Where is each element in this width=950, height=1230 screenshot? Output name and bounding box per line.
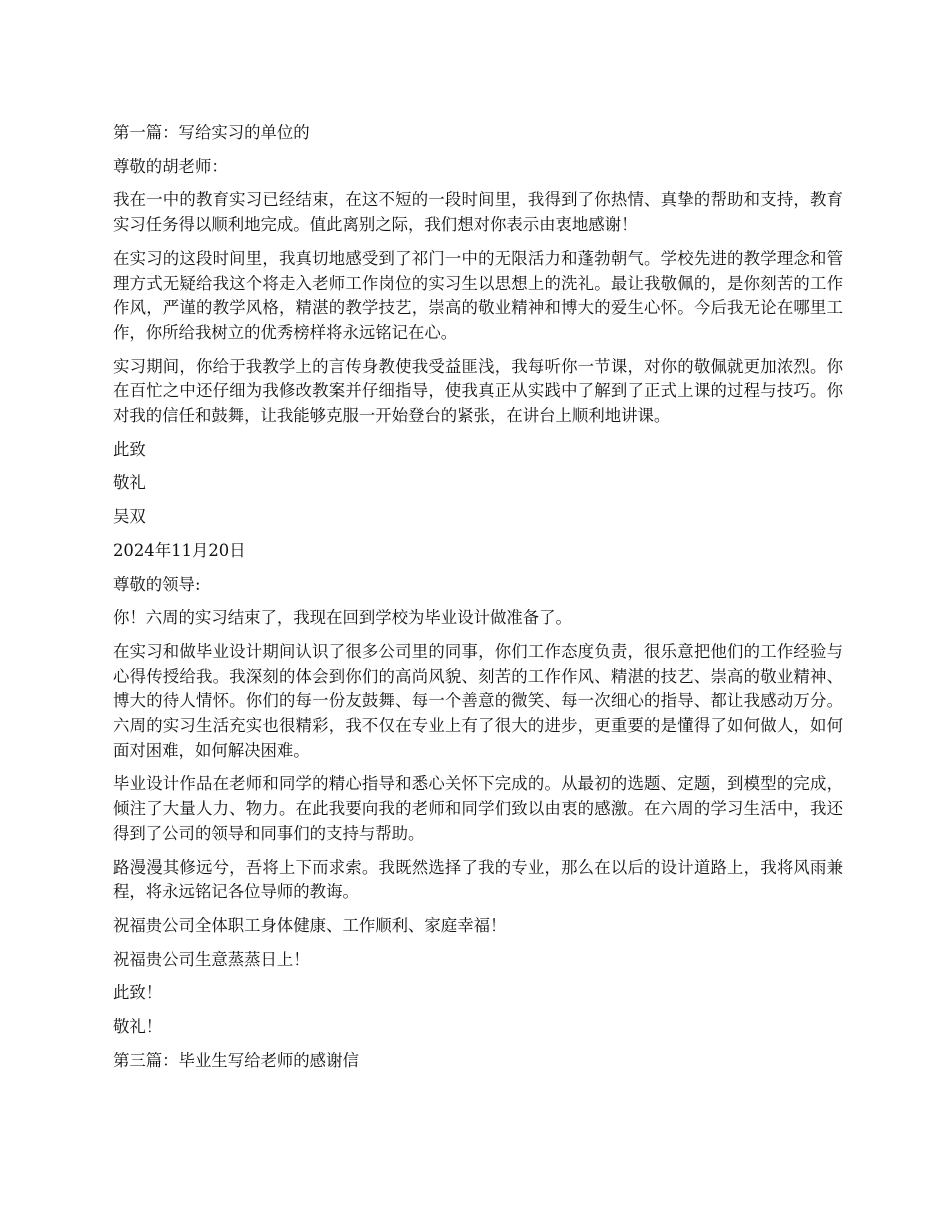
signature-date: 2024年11月20日 xyxy=(113,540,246,560)
wish-line: 祝福贵公司生意蒸蒸日上！ xyxy=(113,949,310,969)
body-paragraph: 在实习和做毕业设计期间认识了很多公司里的同事，你们工作态度负责，很乐意把他们的工作经验与心得传授给我。我深刻的体会到你们的高尚风貌、刻苦的工作作风、精湛的技艺、崇高的敬业精神、博大的待人情怀。你们的每一份友鼓舞、每一个善意的微笑、每一次细心的指导、都让我感动万分。六周的实习生活充实也很精彩，我不仅在专业上有了很大的进步，更重要的是懂得了如何做人，如何面对困难，如何解决困难。 xyxy=(113,641,843,760)
closing-regards: 敬礼 xyxy=(113,473,146,493)
body-paragraph: 毕业设计作品在老师和同学的精心指导和悉心关怀下完成的。从最初的选题、定题，到模型的完成，倾注了大量人力、物力。在此我要向我的老师和同学们致以由衷的感激。在六周的学习生活中，我还得到了公司的领导和同事们的支持与帮助。 xyxy=(113,774,843,843)
section-heading-3: 第三篇：毕业生写给老师的感谢信 xyxy=(113,1050,359,1070)
signature-name: 吴双 xyxy=(113,507,146,527)
salutation: 尊敬的胡老师： xyxy=(113,156,228,176)
document-body xyxy=(113,121,843,1083)
body-paragraph: 在实习的这段时间里，我真切地感受到了祁门一中的无限活力和蓬勃朝气。学校先进的教学理念和管理方式无疑给我这个将走入老师工作岗位的实习生以思想上的洗礼。最让我敬佩的，是你刻苦的工作作风，严谨的教学风格，精湛的教学技艺，崇高的敬业精神和博大的爱生心怀。今后我无论在哪里工作，你所给我树立的优秀榜样将永远铭记在心。 xyxy=(113,248,843,342)
salutation: 尊敬的领导: xyxy=(113,574,201,594)
closing-regards: 敬礼！ xyxy=(113,1017,163,1037)
body-paragraph: 你！六周的实习结束了，我现在回到学校为毕业设计做准备了。 xyxy=(113,608,572,628)
closing-line: 此致 xyxy=(113,439,146,459)
body-paragraph: 我在一中的教育实习已经结束，在这不短的一段时间里，我得到了你热情、真挚的帮助和支持，教育实习任务得以顺利地完成。值此离别之际，我们想对你表示由衷地感谢！ xyxy=(113,190,843,235)
wish-line: 祝福贵公司全体职工身体健康、工作顺利、家庭幸福！ xyxy=(113,915,507,935)
section-heading-1: 第一篇：写给实习的单位的 xyxy=(113,123,310,142)
closing-line: 此致！ xyxy=(113,983,163,1003)
body-paragraph: 实习期间，你给于我教学上的言传身教使我受益匪浅，我每听你一节课，对你的敬佩就更加浓烈。你在百忙之中还仔细为我修改教案并仔细指导，使我真正从实践中了解到了正式上课的过程与技巧。你对我的信任和鼓舞，让我能够克服一开始登台的紧张，在讲台上顺利地讲课。 xyxy=(113,356,843,426)
body-paragraph: 路漫漫其修远兮，吾将上下而求索。我既然选择了我的专业，那么在以后的设计道路上，我将风雨兼程，将永远铭记各位导师的教诲。 xyxy=(113,857,843,902)
